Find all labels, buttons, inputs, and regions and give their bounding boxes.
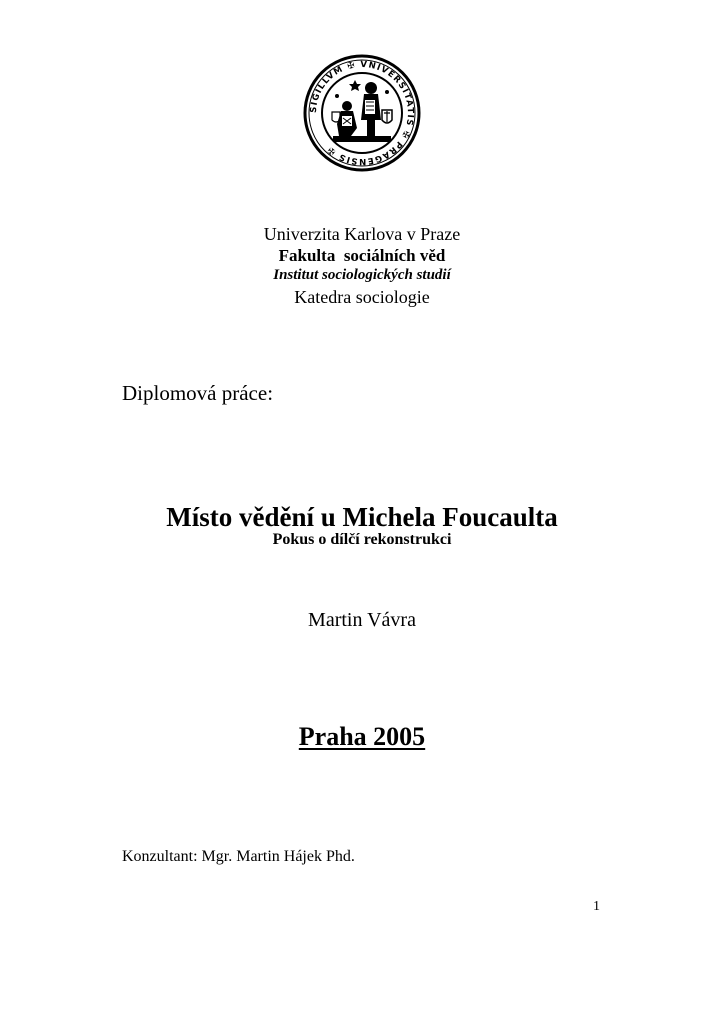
university-seal-icon xyxy=(303,54,421,172)
faculty-name: Fakulta sociálních věd xyxy=(278,246,446,265)
consultant-line: Konzultant: Mgr. Martin Hájek Phd. xyxy=(122,848,355,865)
university-name: Univerzita Karlova v Praze xyxy=(263,224,461,244)
department-name: Katedra sociologie xyxy=(294,287,430,307)
thesis-type-label: Diplomová práce: xyxy=(122,381,274,405)
svg-text:SIGILLVM ✠ VNIVERSITATIS ✠ PRA: SIGILLVM ✠ VNIVERSITATIS ✠ PRAGENSIS ✠ xyxy=(308,59,416,167)
thesis-title: Místo vědění u Michela Foucaulta xyxy=(166,502,558,532)
institute-name: Institut sociologických studií xyxy=(273,267,451,283)
author-name: Martin Vávra xyxy=(308,609,416,631)
thesis-subtitle: Pokus o dílčí rekonstrukci xyxy=(272,531,452,548)
page-number: 1 xyxy=(593,899,600,914)
place-year-text: Praha 2005 xyxy=(298,722,426,751)
place-year xyxy=(0,722,724,752)
